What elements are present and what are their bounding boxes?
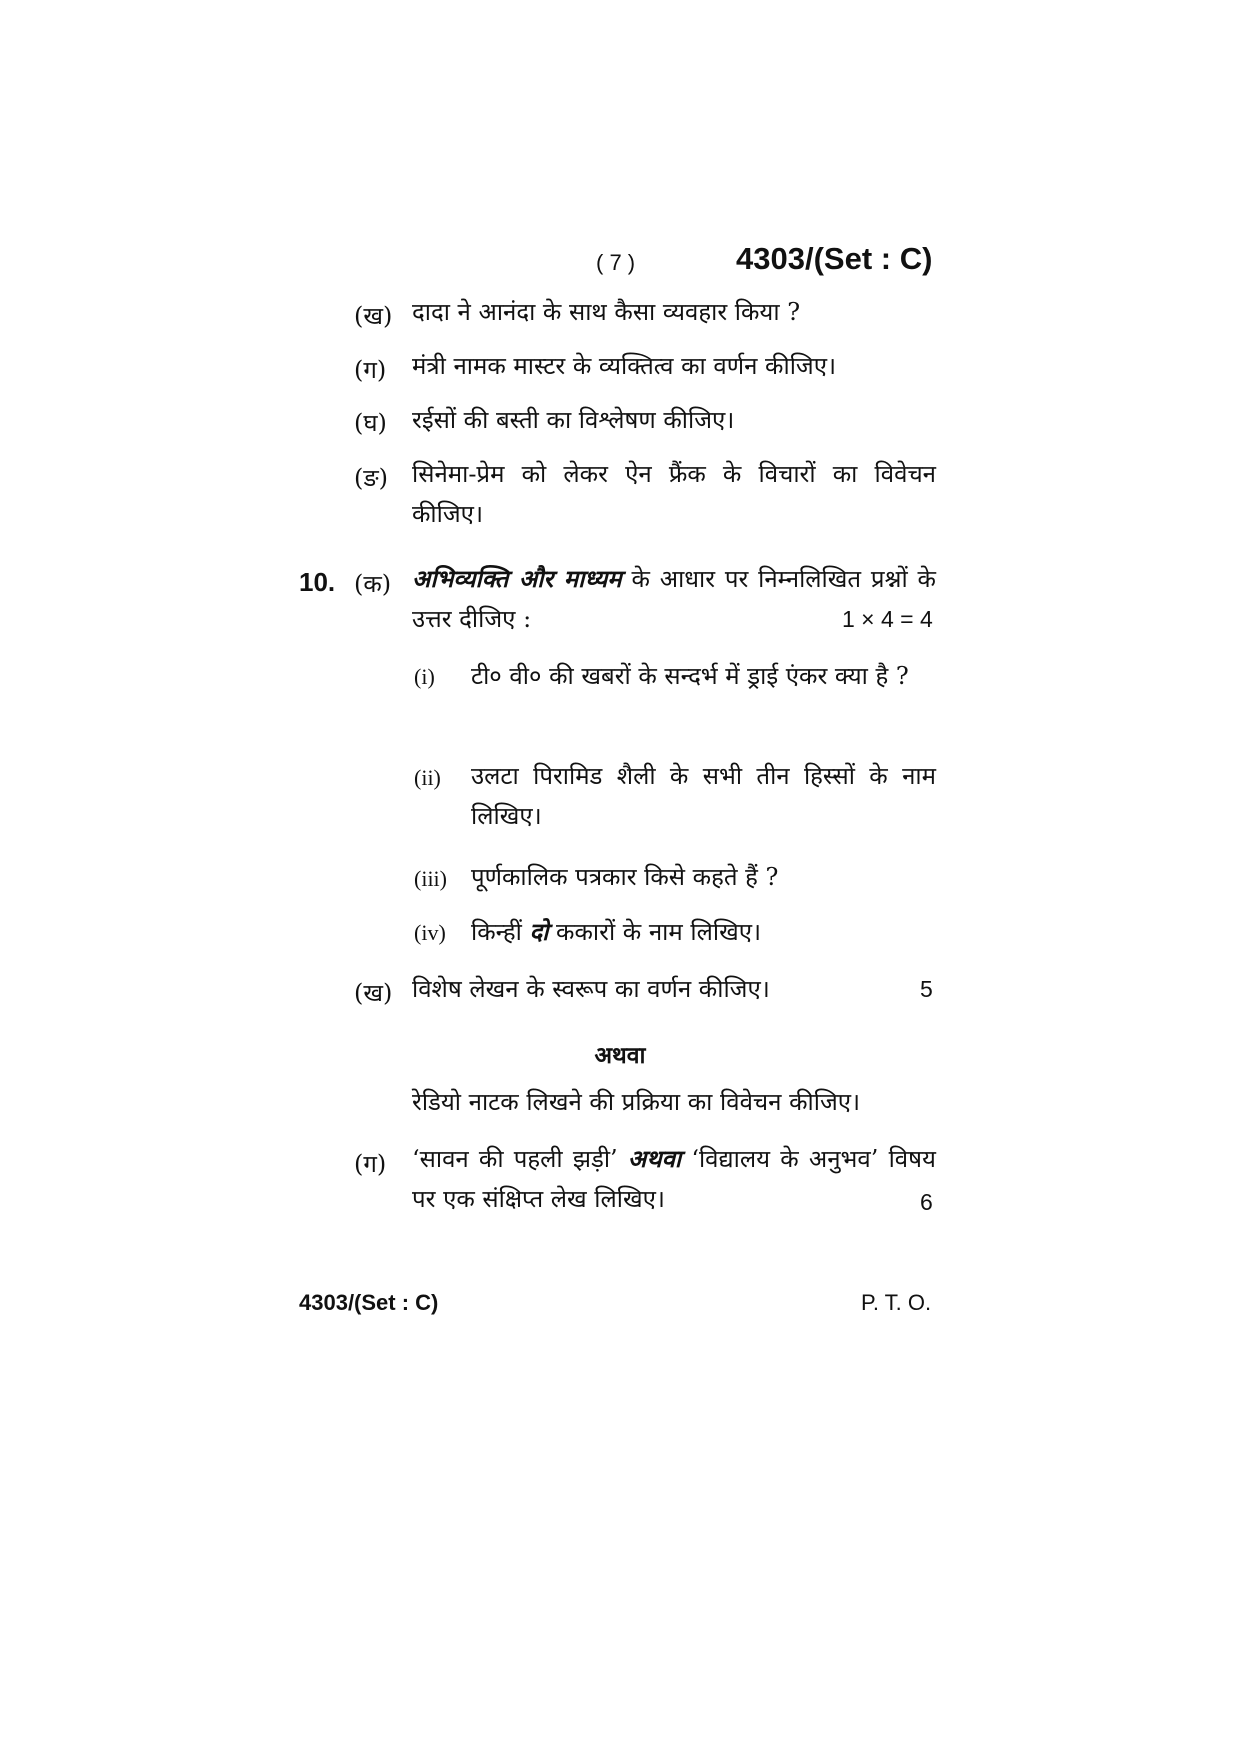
q10-c-label: (ग) [354, 1150, 387, 1178]
q10-a-iv-emphasis: दो [529, 917, 549, 946]
q10-b-text: विशेष लेखन के स्वरूप का वर्णन कीजिए। [412, 975, 770, 1003]
q10-a-iv-label: (iv) [414, 920, 446, 945]
q10-a-label: (क) [354, 570, 392, 598]
q10-a-ii-label: (ii) [414, 765, 441, 790]
q10-c-or: अथवा [627, 1144, 682, 1173]
paper-code-footer: 4303/(Set : C) [299, 1290, 439, 1315]
q9-c-text: मंत्री नामक मास्टर के व्यक्तित्व का वर्णन कीजिए। [412, 352, 837, 380]
q9-b-label: (ख) [354, 302, 393, 330]
page-number: ( 7 ) [596, 250, 636, 275]
q10-number: 10. [299, 567, 336, 597]
q9-e-text: सिनेमा-प्रेम को लेकर ऐन फ्रैंक के विचारों का विवेचन कीजिए। [412, 460, 936, 528]
paper-code-header: 4303/(Set : C) [736, 241, 933, 276]
q10-a-iv-text [471, 912, 761, 952]
q10-a-ii-text: उलटा पिरामिड शैली के सभी तीन हिस्सों के नाम लिखिए। [471, 762, 936, 830]
q9-d-label: (घ) [354, 409, 387, 437]
q10-a-instruction: के आधार पर निम्नलिखित प्रश्नों के उत्तर दीजिए : [412, 565, 936, 633]
q10-a-i-label: (i) [414, 664, 435, 689]
q10-c-option-2: ‘विद्यालय के अनुभव’ [691, 1145, 879, 1173]
q10-a-i-text: टी० वी० की खबरों के सन्दर्भ में ड्राई एंकर क्या है ? [471, 662, 909, 690]
q9-e-label: (ङ) [354, 464, 389, 492]
q10-c-text [412, 1139, 936, 1219]
q10-c-instruction: विषय पर एक संक्षिप्त लेख लिखिए। [412, 1145, 936, 1213]
q9-b-text: दादा ने आनंदा के साथ कैसा व्यवहार किया ? [412, 298, 801, 326]
pto-label: P. T. O. [861, 1290, 932, 1315]
q10-c-option-1: ‘सावन की पहली झड़ी’ [412, 1145, 618, 1173]
q10-a-iv-before: किन्हीं [471, 918, 522, 946]
q10-b-alt-text: रेडियो नाटक लिखने की प्रक्रिया का विवेचन कीजिए। [412, 1088, 861, 1116]
q10-a-iv-after: ककारों के नाम लिखिए। [556, 918, 762, 946]
q10-b-marks: 5 [920, 976, 933, 1002]
q10-b-or: अथवा [594, 1042, 646, 1069]
q10-b-label: (ख) [354, 979, 393, 1007]
q10-a-marks: 1 × 4 = 4 [842, 606, 933, 632]
q9-d-text: रईसों की बस्ती का विश्लेषण कीजिए। [412, 406, 735, 434]
q9-c-label: (ग) [354, 356, 387, 384]
q10-a-iii-label: (iii) [414, 866, 447, 891]
q10-a-iii-text: पूर्णकालिक पत्रकार किसे कहते हैं ? [471, 863, 779, 891]
q10-a-emphasis: अभिव्यक्ति और माध्यम [412, 564, 622, 593]
q10-c-marks: 6 [920, 1189, 933, 1215]
